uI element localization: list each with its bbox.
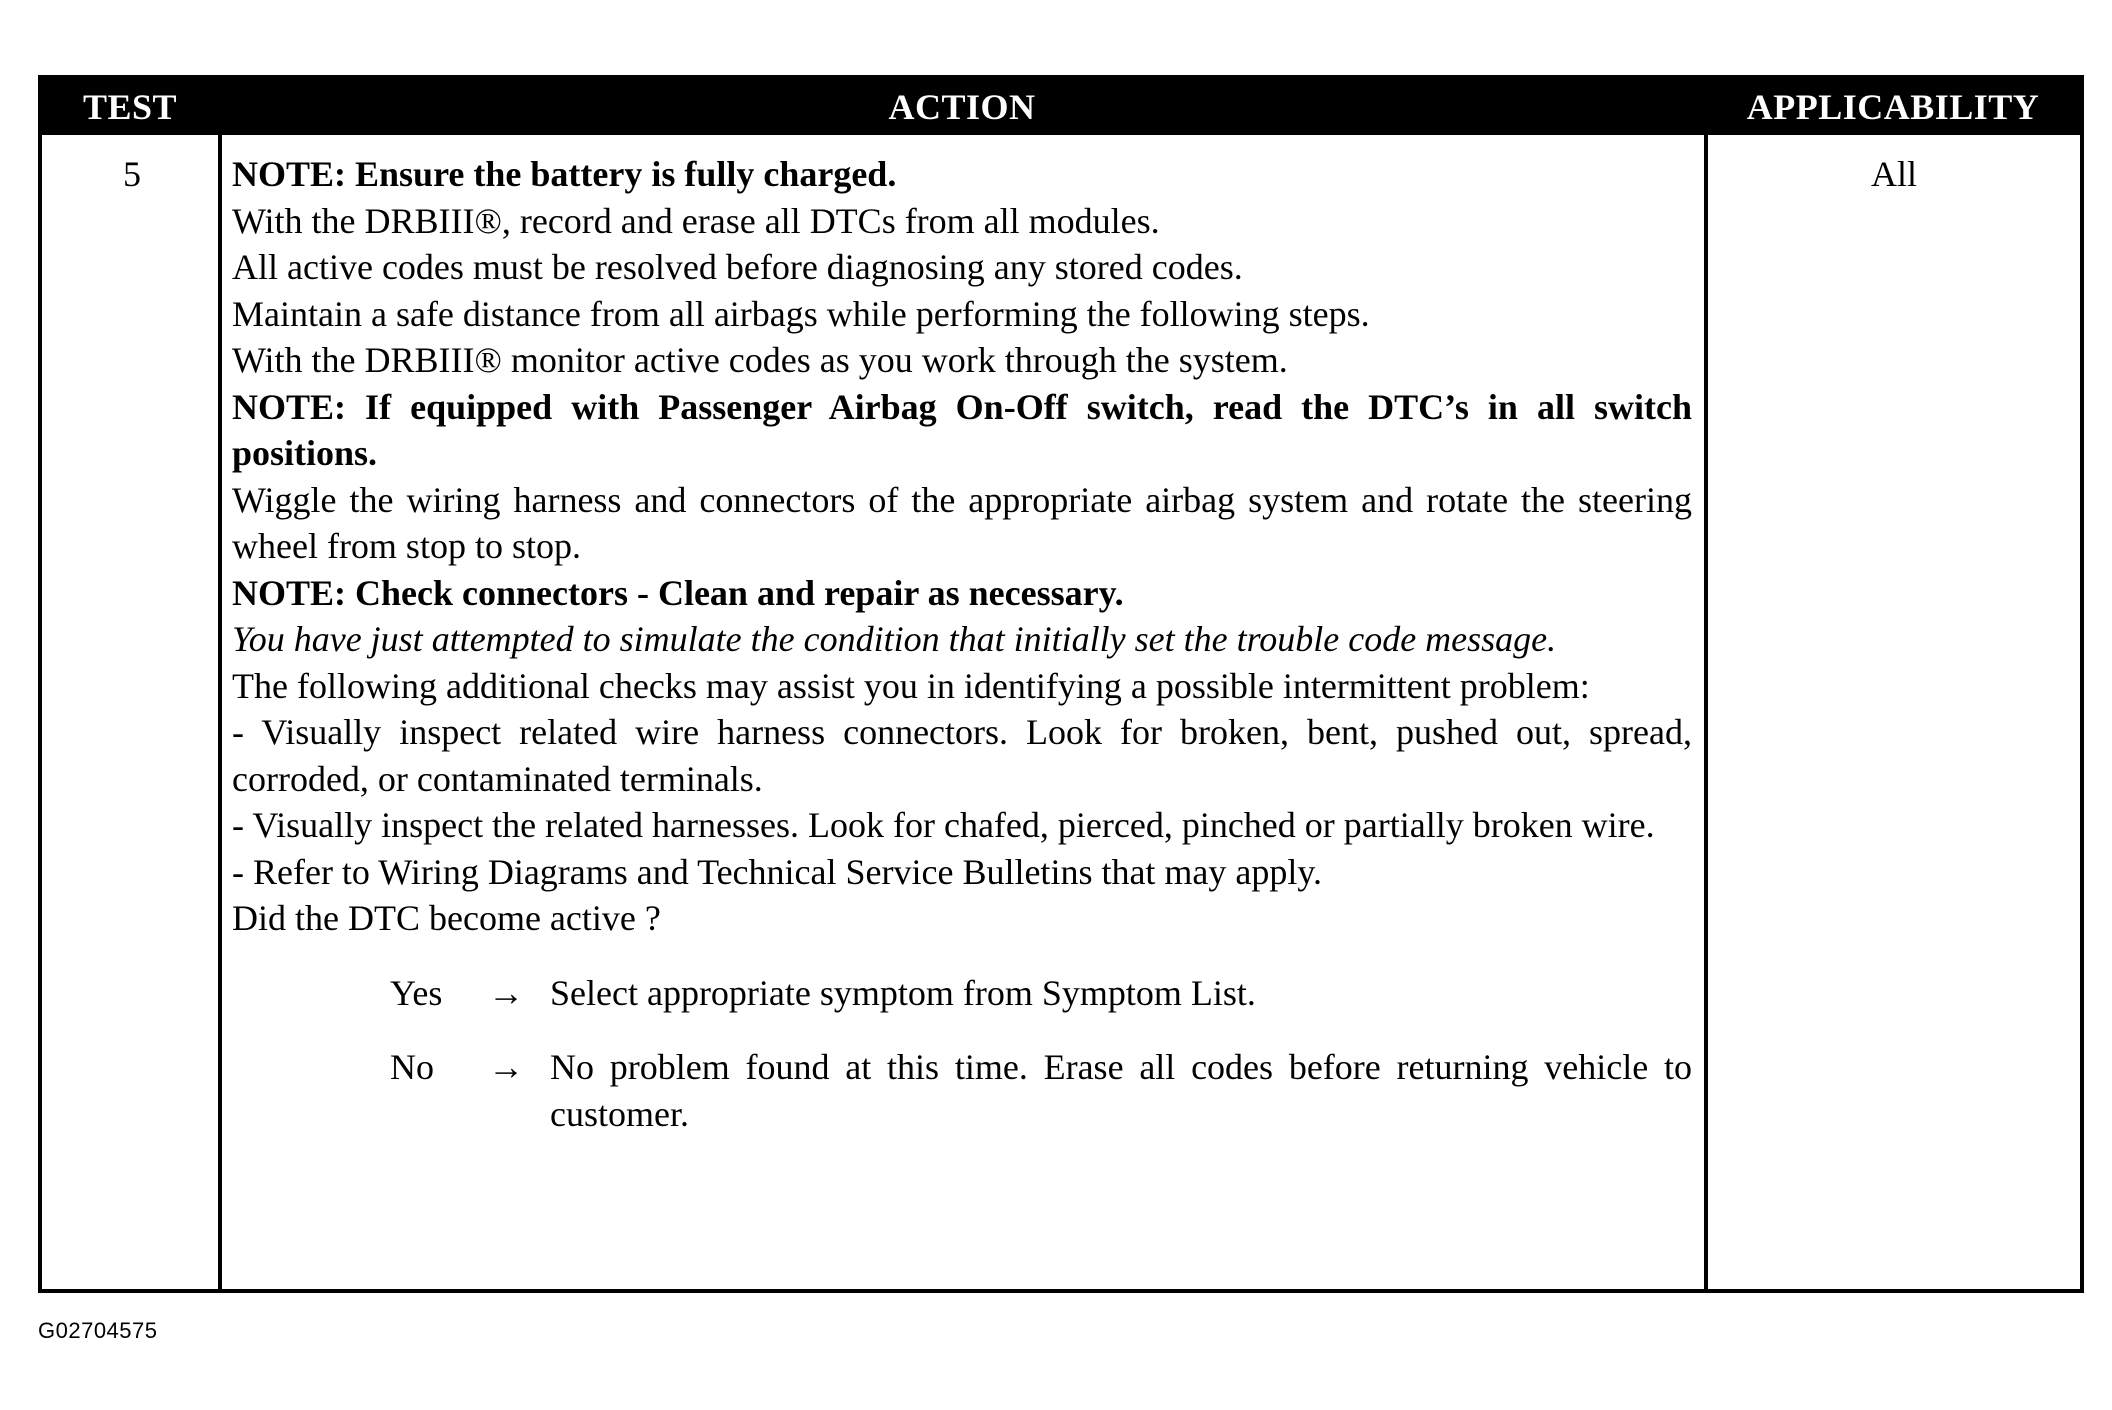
column-divider — [1704, 135, 1708, 1289]
action-line-italic: You have just attempted to simulate the condition that initially set the trouble code message. — [232, 619, 1557, 659]
table-row — [42, 135, 2080, 1289]
diagnostic-test-table — [38, 75, 2084, 1293]
test-number: 5 — [123, 154, 141, 194]
check-item: - Visually inspect related wire harness connectors. Look for broken, bent, pushed out, spread, corroded, or contaminated terminals. — [232, 712, 1692, 799]
action-line: Maintain a safe distance from all airbags while performing the following steps. — [232, 293, 1370, 334]
figure-id: G02704575 — [38, 1318, 158, 1343]
answer-no-label: No — [390, 1047, 434, 1087]
note-battery: NOTE: Ensure the battery is fully charged. — [232, 154, 897, 194]
note-passenger-airbag: NOTE: If equipped with Passenger Airbag On-Off switch, read the DTC’s in all switch positions. — [232, 386, 1692, 473]
action-line: With the DRBIII®, record and erase all DTCs from all modules. — [232, 200, 1160, 241]
table-header — [42, 79, 2080, 135]
note-check-connectors: NOTE: Check connectors - Clean and repair as necessary. — [232, 572, 1124, 613]
check-item: - Visually inspect the related harnesses. Look for chafed, pierced, pinched or partially broken wire. — [232, 805, 1655, 845]
answer-yes-label: Yes — [390, 972, 443, 1013]
action-cell — [232, 151, 1692, 1165]
action-line: Wiggle the wiring harness and connectors of the appropriate airbag system and rotate the steering wheel from stop to stop. — [232, 479, 1692, 566]
action-line: All active codes must be resolved before diagnosing any stored codes. — [232, 247, 1243, 287]
action-line: With the DRBIII® monitor active codes as you work through the system. — [232, 340, 1288, 380]
answer-no-text: No problem found at this time. Erase all codes before returning vehicle to customer. — [550, 1047, 1692, 1134]
header-action: ACTION — [888, 87, 1036, 127]
action-line: The following additional checks may assist you in identifying a possible intermittent problem: — [232, 665, 1590, 706]
answer-no — [390, 1044, 1692, 1137]
answer-yes — [390, 970, 1692, 1017]
answer-yes-text: Select appropriate symptom from Symptom List. — [550, 972, 1256, 1013]
header-test: TEST — [82, 87, 178, 127]
question: Did the DTC become active ? — [232, 898, 661, 938]
column-divider — [218, 135, 222, 1289]
arrow-right-icon: → — [488, 972, 524, 1013]
applicability-value: All — [1870, 154, 1917, 194]
check-item: - Refer to Wiring Diagrams and Technical Service Bulletins that may apply. — [232, 851, 1323, 892]
answers — [390, 970, 1692, 1138]
header-applicability: APPLICABILITY — [1746, 87, 2040, 127]
arrow-right-icon: → — [488, 1047, 524, 1087]
